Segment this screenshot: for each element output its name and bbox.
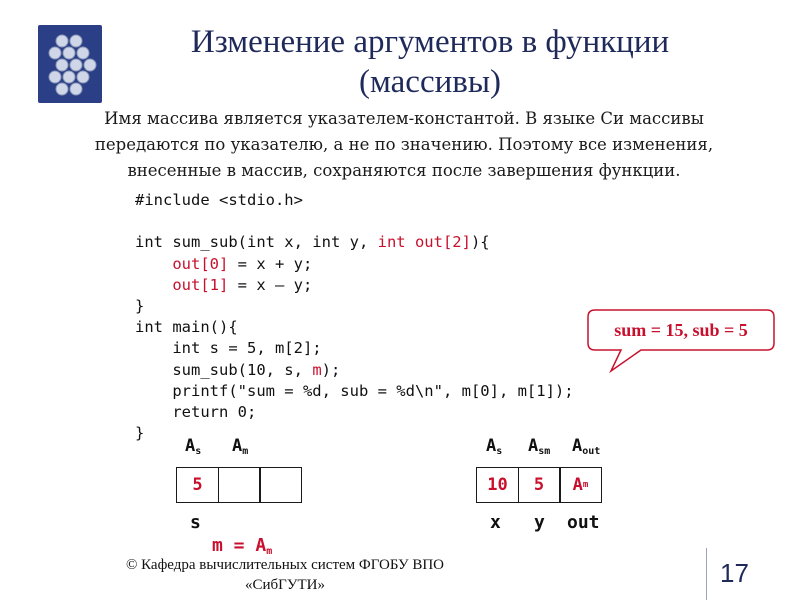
label-as — [185, 436, 201, 457]
label-subscript: s — [195, 446, 202, 457]
code-line-blank — [135, 211, 574, 232]
label-as-right — [486, 436, 502, 457]
code-line: printf("sum = %d, sub = %d\n", m[0], m[1]); — [135, 381, 574, 400]
label-letter: A — [486, 436, 497, 456]
main-memory-cells — [176, 467, 302, 503]
code-line — [135, 232, 574, 253]
cell-subscript: m — [582, 480, 589, 490]
code-text: sum_sub(10, s, — [135, 360, 313, 379]
assign-text: m = A — [212, 535, 267, 556]
label-subscript: s — [496, 446, 503, 457]
code-highlight: m — [312, 360, 322, 379]
label-asm — [528, 436, 550, 457]
code-line: return 0; — [135, 402, 257, 421]
title-line-1: Изменение аргументов в функции — [190, 24, 670, 60]
memory-cell-s: 5 — [176, 467, 219, 503]
label-aout — [572, 436, 600, 457]
code-line: } — [135, 424, 145, 443]
code-text: ); — [321, 360, 341, 379]
function-memory-cells — [476, 467, 602, 503]
output-callout — [587, 309, 775, 351]
assign-annotation — [212, 535, 272, 557]
label-letter: A — [185, 436, 196, 456]
var-label-s: s — [190, 512, 201, 533]
var-label-y: y — [534, 512, 545, 533]
memory-cell-y: 5 — [518, 467, 561, 503]
code-highlight: int out[2] — [377, 233, 471, 252]
code-line — [135, 275, 574, 296]
var-label-out: out — [567, 512, 600, 533]
footer-credit — [60, 555, 510, 595]
label-letter: A — [572, 436, 583, 456]
memory-cell-x: 10 — [476, 467, 519, 503]
code-line — [135, 360, 574, 381]
code-line: int main(){ — [135, 318, 238, 337]
assign-subscript: m — [266, 546, 273, 557]
footer-line-1: © Кафедра вычислительных систем ФГОБУ ВПО — [125, 557, 445, 573]
label-subscript: out — [582, 446, 601, 457]
code-text: ){ — [470, 233, 490, 252]
intro-paragraph: Имя массива является указателем-константой. В языке Си массивы передаются по указателю, а не по значению. Поэтому все изменения, внесенные в массив, сохраняются после завершения функции. — [94, 109, 714, 180]
memory-cell-m0 — [218, 467, 261, 503]
code-indent — [135, 255, 172, 273]
code-line: #include <stdio.h> — [135, 191, 303, 209]
var-label-x: x — [490, 512, 501, 533]
cell-letter: A — [572, 475, 583, 495]
code-text: = x – y; — [228, 275, 313, 294]
university-logo-icon — [38, 25, 102, 103]
code-line: } — [135, 296, 145, 315]
footer-divider — [706, 548, 707, 600]
label-am — [232, 436, 248, 457]
code-highlight: out[0] — [172, 254, 229, 273]
label-subscript: m — [242, 446, 249, 457]
memory-cell-m1 — [259, 467, 302, 503]
memory-cell-out — [559, 467, 602, 503]
code-indent — [135, 276, 172, 294]
title-line-2: (массивы) — [359, 64, 501, 100]
label-subscript: sm — [538, 446, 551, 457]
code-block — [135, 190, 574, 444]
slide-title — [130, 22, 730, 102]
label-letter: A — [528, 436, 539, 456]
code-line: int s = 5, m[2]; — [135, 339, 322, 358]
code-text: = x + y; — [228, 254, 313, 273]
code-line — [135, 254, 574, 275]
footer-line-2: «СибГУТИ» — [245, 577, 325, 593]
label-letter: A — [232, 436, 243, 456]
page-number: 17 — [720, 558, 749, 588]
code-highlight: out[1] — [172, 275, 229, 294]
code-text: int sum_sub(int x, int y, — [135, 233, 378, 252]
callout-text: sum = 15, sub = 5 — [614, 320, 748, 340]
